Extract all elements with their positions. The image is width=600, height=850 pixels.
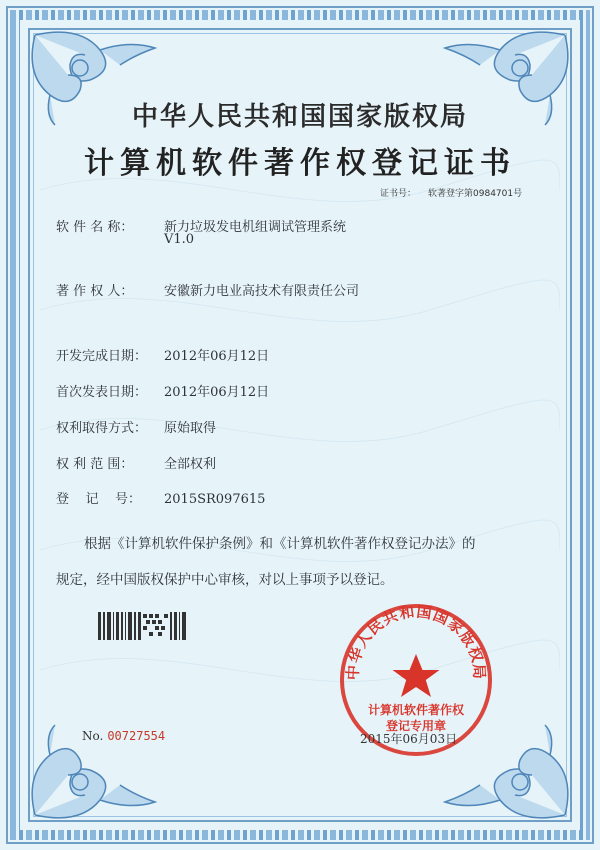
serial-number [82, 729, 165, 743]
barcode-icon [98, 612, 188, 640]
field-publish-date [56, 381, 269, 400]
serial-label: No. [82, 729, 104, 743]
issuer-name: 中华人民共和国国家版权局 [131, 102, 468, 132]
seal-line-1: 计算机软件著作权 [367, 703, 465, 717]
field-scope [56, 453, 216, 472]
software-name-value: 新力垃圾发电机组调试管理系统 [164, 220, 347, 235]
publish-date-value: 2012年06月12日 [164, 385, 270, 400]
certificate-title: 计算机软件著作权登记证书 [84, 146, 516, 181]
field-label: 软 件 名 称： [56, 220, 134, 235]
field-label: 首次发表日期： [56, 385, 148, 400]
seal-arc-text: 中华人民共和国国家版权局 [343, 602, 489, 681]
certificate-number [380, 186, 522, 199]
field-registration-no [56, 488, 265, 507]
acquisition-value: 原始取得 [164, 421, 217, 436]
field-label: 著 作 权 人： [56, 284, 134, 299]
seal-line-2: 登记专用章 [385, 719, 447, 733]
field-dev-date [56, 345, 269, 364]
serial-value: 00727554 [107, 729, 166, 743]
scope-value: 全部权利 [164, 457, 217, 472]
statement-paragraph [56, 526, 546, 598]
statement-line: 根据《计算机软件保护条例》和《计算机软件著作权登记办法》的 [84, 536, 476, 552]
certificate-number-value: 软著登字第0984701号 [428, 189, 523, 199]
registration-no-value: 2015SR097615 [164, 492, 266, 507]
field-software-name [56, 216, 347, 247]
issue-date: 2015年06月03日 [360, 732, 458, 746]
star-icon [393, 654, 440, 697]
field-label: 开发完成日期： [56, 349, 148, 364]
field-owner [56, 280, 359, 299]
owner-value: 安徽新力电业高技术有限责任公司 [164, 284, 360, 299]
certificate-number-label: 证书号： [380, 189, 417, 199]
dev-date-value: 2012年06月12日 [164, 349, 270, 364]
field-label: 权利取得方式： [56, 421, 148, 436]
field-acquisition [56, 417, 216, 436]
statement-line: 规定，经中国版权保护中心审核，对以上事项予以登记。 [56, 572, 394, 588]
field-label: 登 记 号： [56, 492, 142, 507]
field-label: 权 利 范 围： [56, 457, 134, 472]
software-version: V1.0 [164, 232, 195, 247]
